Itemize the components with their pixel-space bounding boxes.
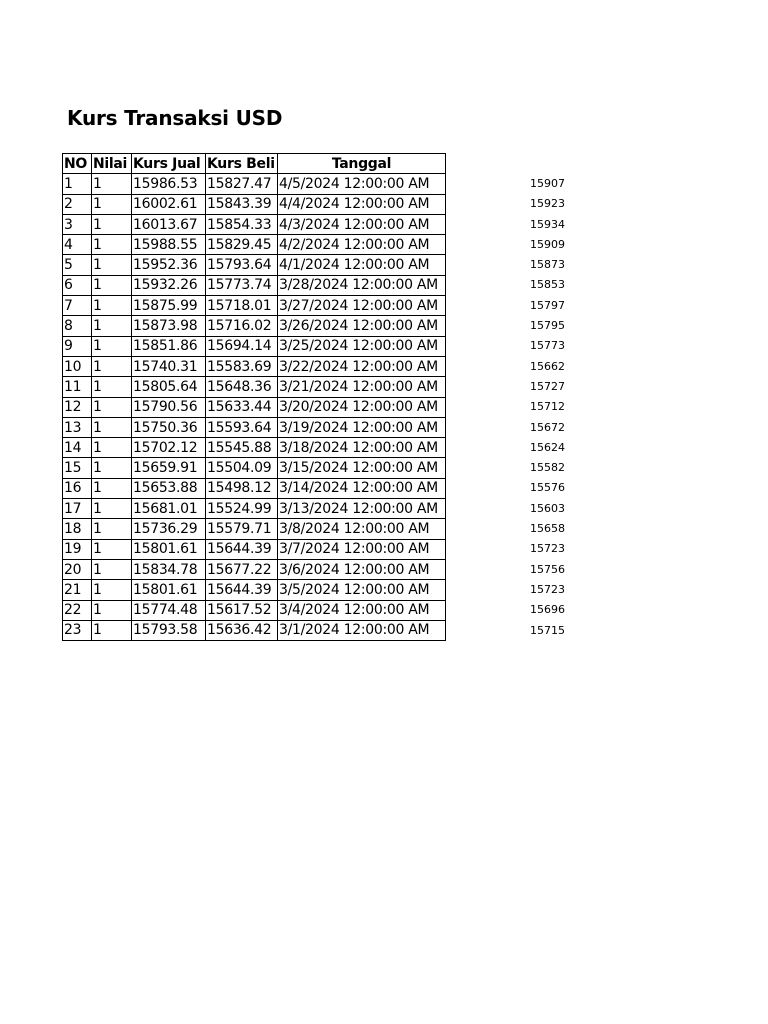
cell-nilai: 1 [92, 458, 132, 478]
cell-kurs-beli: 15644.39 [206, 580, 278, 600]
cell-kurs-beli: 15617.52 [206, 600, 278, 620]
cell-nilai: 1 [92, 377, 132, 397]
cell-no: 6 [63, 275, 92, 295]
table-row [63, 458, 446, 478]
side-value: 15624 [530, 440, 565, 454]
cell-kurs-beli: 15829.45 [206, 235, 278, 255]
cell-kurs-jual: 15851.86 [132, 336, 206, 356]
cell-kurs-beli: 15648.36 [206, 377, 278, 397]
table-row [63, 356, 446, 376]
cell-nilai: 1 [92, 255, 132, 275]
cell-tanggal: 3/20/2024 12:00:00 AM [278, 397, 446, 417]
cell-nilai: 1 [92, 478, 132, 498]
cell-tanggal: 3/18/2024 12:00:00 AM [278, 438, 446, 458]
cell-kurs-beli: 15579.71 [206, 519, 278, 539]
table-row [63, 397, 446, 417]
column-header-tanggal: Tanggal [278, 154, 446, 174]
cell-kurs-jual: 15875.99 [132, 296, 206, 316]
table-row [63, 255, 446, 275]
table-row [63, 600, 446, 620]
cell-no: 19 [63, 539, 92, 559]
column-header-kurs-jual: Kurs Jual [132, 154, 206, 174]
side-value: 15727 [530, 379, 565, 393]
side-value: 15795 [530, 319, 565, 333]
cell-tanggal: 3/27/2024 12:00:00 AM [278, 296, 446, 316]
side-value: 15797 [530, 298, 565, 312]
table-row [63, 438, 446, 458]
cell-kurs-beli: 15793.64 [206, 255, 278, 275]
table-row [63, 539, 446, 559]
cell-kurs-beli: 15593.64 [206, 417, 278, 437]
cell-kurs-jual: 15653.88 [132, 478, 206, 498]
cell-no: 12 [63, 397, 92, 417]
cell-no: 13 [63, 417, 92, 437]
cell-kurs-beli: 15854.33 [206, 214, 278, 234]
side-value: 15603 [530, 501, 565, 515]
side-value: 15934 [530, 217, 565, 231]
cell-no: 9 [63, 336, 92, 356]
table-row [63, 174, 446, 194]
side-value: 15756 [530, 562, 565, 576]
cell-kurs-beli: 15843.39 [206, 194, 278, 214]
side-value: 15658 [530, 522, 565, 536]
table-row [63, 275, 446, 295]
cell-kurs-beli: 15524.99 [206, 499, 278, 519]
side-value: 15662 [530, 359, 565, 373]
cell-kurs-beli: 15716.02 [206, 316, 278, 336]
side-value: 15873 [530, 258, 565, 272]
cell-no: 17 [63, 499, 92, 519]
side-value: 15923 [530, 197, 565, 211]
cell-kurs-jual: 16013.67 [132, 214, 206, 234]
cell-nilai: 1 [92, 559, 132, 579]
cell-kurs-jual: 15750.36 [132, 417, 206, 437]
side-value: 15723 [530, 582, 565, 596]
cell-kurs-jual: 15774.48 [132, 600, 206, 620]
cell-tanggal: 3/6/2024 12:00:00 AM [278, 559, 446, 579]
cell-no: 14 [63, 438, 92, 458]
cell-tanggal: 3/15/2024 12:00:00 AM [278, 458, 446, 478]
cell-kurs-beli: 15636.42 [206, 620, 278, 640]
side-value: 15672 [530, 420, 565, 434]
cell-kurs-jual: 16002.61 [132, 194, 206, 214]
cell-kurs-jual: 15702.12 [132, 438, 206, 458]
cell-kurs-jual: 15736.29 [132, 519, 206, 539]
side-value-column [530, 174, 565, 641]
cell-tanggal: 4/5/2024 12:00:00 AM [278, 174, 446, 194]
side-value: 15773 [530, 339, 565, 353]
cell-kurs-beli: 15545.88 [206, 438, 278, 458]
cell-nilai: 1 [92, 580, 132, 600]
table-row [63, 336, 446, 356]
table-row [63, 499, 446, 519]
table-row [63, 194, 446, 214]
side-value: 15715 [530, 623, 565, 637]
side-value: 15696 [530, 603, 565, 617]
cell-no: 7 [63, 296, 92, 316]
cell-nilai: 1 [92, 539, 132, 559]
cell-tanggal: 3/13/2024 12:00:00 AM [278, 499, 446, 519]
cell-kurs-jual: 15932.26 [132, 275, 206, 295]
cell-kurs-beli: 15694.14 [206, 336, 278, 356]
cell-nilai: 1 [92, 296, 132, 316]
cell-tanggal: 4/4/2024 12:00:00 AM [278, 194, 446, 214]
cell-no: 8 [63, 316, 92, 336]
cell-no: 3 [63, 214, 92, 234]
table-row [63, 478, 446, 498]
cell-tanggal: 3/8/2024 12:00:00 AM [278, 519, 446, 539]
cell-nilai: 1 [92, 356, 132, 376]
cell-kurs-jual: 15793.58 [132, 620, 206, 640]
cell-nilai: 1 [92, 174, 132, 194]
cell-tanggal: 3/14/2024 12:00:00 AM [278, 478, 446, 498]
cell-kurs-jual: 15681.01 [132, 499, 206, 519]
cell-no: 23 [63, 620, 92, 640]
cell-nilai: 1 [92, 397, 132, 417]
cell-nilai: 1 [92, 235, 132, 255]
cell-tanggal: 3/5/2024 12:00:00 AM [278, 580, 446, 600]
table-row [63, 316, 446, 336]
cell-kurs-beli: 15644.39 [206, 539, 278, 559]
side-value: 15909 [530, 237, 565, 251]
table-row [63, 519, 446, 539]
cell-tanggal: 3/22/2024 12:00:00 AM [278, 356, 446, 376]
table-row [63, 377, 446, 397]
cell-tanggal: 4/1/2024 12:00:00 AM [278, 255, 446, 275]
cell-kurs-beli: 15718.01 [206, 296, 278, 316]
cell-nilai: 1 [92, 336, 132, 356]
cell-no: 2 [63, 194, 92, 214]
cell-no: 20 [63, 559, 92, 579]
side-value: 15712 [530, 400, 565, 414]
table-row [63, 296, 446, 316]
cell-tanggal: 3/1/2024 12:00:00 AM [278, 620, 446, 640]
cell-tanggal: 3/28/2024 12:00:00 AM [278, 275, 446, 295]
cell-kurs-jual: 15952.36 [132, 255, 206, 275]
page-title: Kurs Transaksi USD [67, 106, 283, 130]
cell-nilai: 1 [92, 600, 132, 620]
cell-kurs-beli: 15677.22 [206, 559, 278, 579]
table-row [63, 580, 446, 600]
cell-kurs-beli: 15498.12 [206, 478, 278, 498]
cell-no: 22 [63, 600, 92, 620]
cell-kurs-jual: 15873.98 [132, 316, 206, 336]
cell-kurs-jual: 15740.31 [132, 356, 206, 376]
cell-kurs-beli: 15633.44 [206, 397, 278, 417]
cell-no: 4 [63, 235, 92, 255]
cell-no: 11 [63, 377, 92, 397]
cell-kurs-jual: 15801.61 [132, 580, 206, 600]
exchange-rate-table [62, 153, 446, 641]
column-header-no: NO [63, 154, 92, 174]
cell-kurs-beli: 15583.69 [206, 356, 278, 376]
cell-kurs-jual: 15986.53 [132, 174, 206, 194]
cell-kurs-jual: 15659.91 [132, 458, 206, 478]
table-row [63, 417, 446, 437]
cell-nilai: 1 [92, 214, 132, 234]
cell-kurs-jual: 15805.64 [132, 377, 206, 397]
cell-kurs-beli: 15504.09 [206, 458, 278, 478]
cell-no: 21 [63, 580, 92, 600]
cell-no: 10 [63, 356, 92, 376]
table-header-row [63, 154, 446, 174]
table-row [63, 559, 446, 579]
table-row [63, 620, 446, 640]
cell-nilai: 1 [92, 438, 132, 458]
cell-tanggal: 4/2/2024 12:00:00 AM [278, 235, 446, 255]
cell-nilai: 1 [92, 620, 132, 640]
cell-no: 5 [63, 255, 92, 275]
cell-kurs-jual: 15801.61 [132, 539, 206, 559]
cell-tanggal: 3/26/2024 12:00:00 AM [278, 316, 446, 336]
table-row [63, 214, 446, 234]
cell-kurs-beli: 15773.74 [206, 275, 278, 295]
side-value: 15853 [530, 278, 565, 292]
cell-tanggal: 3/4/2024 12:00:00 AM [278, 600, 446, 620]
cell-tanggal: 4/3/2024 12:00:00 AM [278, 214, 446, 234]
cell-no: 15 [63, 458, 92, 478]
side-value: 15723 [530, 542, 565, 556]
cell-tanggal: 3/21/2024 12:00:00 AM [278, 377, 446, 397]
cell-kurs-jual: 15790.56 [132, 397, 206, 417]
side-value: 15582 [530, 461, 565, 475]
cell-no: 16 [63, 478, 92, 498]
cell-kurs-jual: 15988.55 [132, 235, 206, 255]
cell-nilai: 1 [92, 194, 132, 214]
cell-nilai: 1 [92, 499, 132, 519]
cell-nilai: 1 [92, 417, 132, 437]
cell-no: 18 [63, 519, 92, 539]
table-row [63, 235, 446, 255]
cell-nilai: 1 [92, 316, 132, 336]
cell-tanggal: 3/7/2024 12:00:00 AM [278, 539, 446, 559]
column-header-nilai: Nilai [92, 154, 132, 174]
cell-tanggal: 3/19/2024 12:00:00 AM [278, 417, 446, 437]
cell-nilai: 1 [92, 275, 132, 295]
cell-no: 1 [63, 174, 92, 194]
side-value: 15576 [530, 481, 565, 495]
cell-kurs-jual: 15834.78 [132, 559, 206, 579]
cell-kurs-beli: 15827.47 [206, 174, 278, 194]
side-value: 15907 [530, 177, 565, 190]
column-header-kurs-beli: Kurs Beli [206, 154, 278, 174]
cell-tanggal: 3/25/2024 12:00:00 AM [278, 336, 446, 356]
cell-nilai: 1 [92, 519, 132, 539]
